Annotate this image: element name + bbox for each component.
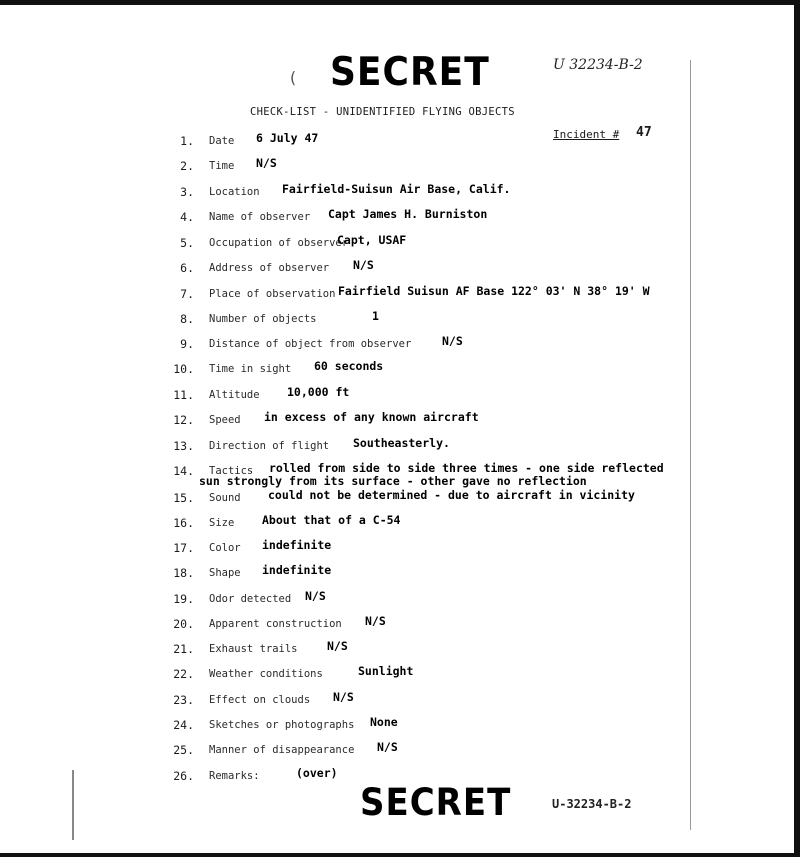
item-number: 15. — [173, 491, 194, 505]
item-label: Sound — [209, 492, 241, 504]
item-value: Southeasterly. — [353, 436, 450, 450]
item-value: indefinite — [262, 563, 332, 577]
item-label: Date — [209, 135, 235, 147]
item-label: Apparent construction — [209, 618, 342, 630]
item-label: Location — [209, 186, 260, 198]
item-number: 5. — [180, 236, 194, 250]
item-value: 60 seconds — [314, 359, 384, 373]
page-edge-line-left — [72, 770, 74, 840]
item-label: Effect on clouds — [209, 694, 311, 706]
item-label: Tactics — [209, 465, 254, 477]
item-value: 1 — [372, 309, 379, 323]
item-number: 4. — [180, 210, 194, 224]
item-value: N/S — [327, 639, 348, 653]
item-label: Place of observation — [209, 288, 336, 300]
item-label: Address of observer — [209, 262, 330, 274]
item-label: Speed — [209, 414, 241, 426]
item-number: 8. — [180, 312, 194, 326]
item-value: N/S — [333, 690, 354, 704]
item-label: Exhaust trails — [209, 643, 298, 655]
item-value: could not be determined - due to aircraft in vicinity — [268, 488, 635, 502]
item-number: 1. — [180, 134, 194, 148]
item-number: 7. — [180, 287, 194, 301]
classification-stamp-bottom: SECRET — [360, 781, 512, 825]
item-number: 9. — [180, 337, 194, 351]
item-number: 24. — [173, 718, 194, 732]
item-number: 10. — [173, 362, 194, 376]
page-edge-line-right — [690, 60, 691, 830]
item-value: Capt James H. Burniston — [328, 207, 488, 221]
item-value: Fairfield-Suisun Air Base, Calif. — [282, 182, 511, 196]
item-label: Number of objects — [209, 313, 317, 325]
item-value: N/S — [353, 258, 374, 272]
item-number: 11. — [173, 388, 194, 402]
item-number: 19. — [173, 592, 194, 606]
item-value-continued: sun strongly from its surface - other gave no reflection — [199, 474, 587, 488]
item-label: Altitude — [209, 389, 260, 401]
item-number: 21. — [173, 642, 194, 656]
item-number: 20. — [173, 617, 194, 631]
item-value: About that of a C-54 — [262, 513, 401, 527]
item-number: 25. — [173, 743, 194, 757]
item-number: 22. — [173, 667, 194, 681]
item-number: 2. — [180, 159, 194, 173]
item-label: Distance of object from observer — [209, 338, 412, 350]
item-value: N/S — [256, 156, 277, 170]
item-number: 12. — [173, 413, 194, 427]
item-label: Remarks: — [209, 770, 260, 782]
item-label: Sketches or photographs — [209, 719, 355, 731]
item-label: Size — [209, 517, 235, 529]
item-label: Direction of flight — [209, 440, 330, 452]
item-value: None — [370, 715, 398, 729]
item-value: rolled from side to side three times - one side reflected — [269, 461, 664, 475]
item-value: in excess of any known aircraft — [264, 410, 479, 424]
document-title: CHECK-LIST - UNIDENTIFIED FLYING OBJECTS — [250, 106, 515, 118]
handwritten-reference: U 32234-B-2 — [553, 57, 643, 73]
item-value: N/S — [377, 740, 398, 754]
item-label: Weather conditions — [209, 668, 323, 680]
stray-mark: ( — [288, 68, 298, 87]
item-number: 17. — [173, 541, 194, 555]
classification-stamp-top: SECRET — [330, 49, 490, 96]
item-value: (over) — [296, 766, 338, 780]
footer-reference: U-32234-B-2 — [552, 797, 632, 811]
item-number: 3. — [180, 185, 194, 199]
item-value: N/S — [442, 334, 463, 348]
item-value: 6 July 47 — [256, 131, 319, 145]
item-value: Fairfield Suisun AF Base 122° 03' N 38° 19' W — [338, 284, 650, 298]
item-label: Time — [209, 160, 235, 172]
incident-label: Incident # — [553, 128, 620, 141]
item-value: N/S — [365, 614, 386, 628]
item-value: Capt, USAF — [337, 233, 407, 247]
incident-number: 47 — [636, 125, 652, 140]
item-number: 18. — [173, 566, 194, 580]
item-label: Shape — [209, 567, 241, 579]
item-label: Name of observer — [209, 211, 311, 223]
item-number: 14. — [173, 464, 194, 478]
item-number: 23. — [173, 693, 194, 707]
item-value: Sunlight — [358, 664, 414, 678]
item-label: Occupation of observer — [209, 237, 349, 249]
item-label: Odor detected — [209, 593, 292, 605]
item-number: 13. — [173, 439, 194, 453]
item-value: indefinite — [262, 538, 332, 552]
item-number: 16. — [173, 516, 194, 530]
item-number: 6. — [180, 261, 194, 275]
item-value: N/S — [305, 589, 326, 603]
item-number: 26. — [173, 769, 194, 783]
item-label: Time in sight — [209, 363, 292, 375]
item-value: 10,000 ft — [287, 385, 350, 399]
item-label: Manner of disappearance — [209, 744, 355, 756]
item-label: Color — [209, 542, 241, 554]
